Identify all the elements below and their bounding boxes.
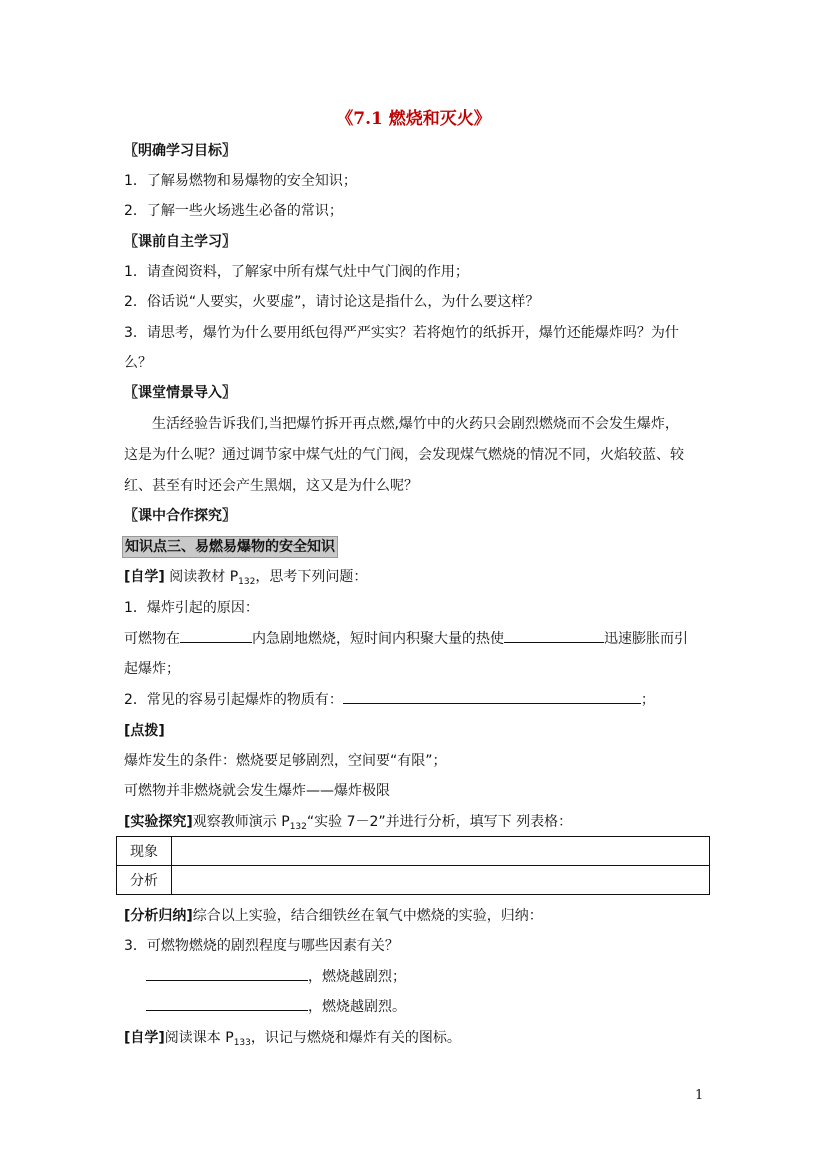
fill-text-a: 可燃物在 (124, 631, 180, 647)
tip-line-1: 爆炸发生的条件：燃烧要足够剧烈，空间要“有限”； (124, 753, 447, 769)
page-title: 《7.1 燃烧和灭火》 (336, 109, 491, 129)
experiment-text-end: “实验 7－2”并进行分析，填写下 列表格： (306, 814, 573, 830)
preview-item-1: 1．请查阅资料，了解家中所有煤气灶中气门阀的作用； (124, 264, 469, 280)
tip-label: [点拨] (124, 723, 165, 739)
self-study-text: 阅读教材 P (164, 569, 239, 585)
section-heading-explore: 〖课中合作探究〗 (124, 508, 236, 524)
self-study-2-label: [自学] (124, 1030, 165, 1046)
fill-text-b: 内急剧地燃烧，短时间内积聚大量的热使 (252, 631, 504, 647)
page-number: 1 (695, 1088, 704, 1103)
question-1-fill-cont: 起爆炸； (124, 661, 180, 677)
intro-paragraph-line-3: 红、甚至有时还会产生黑烟，这又是为什么呢？ (124, 478, 418, 494)
tip-line-2: 可燃物并非燃烧就会发生爆炸——爆炸极限 (124, 783, 390, 799)
section-heading-goals: 〖明确学习目标〗 (124, 143, 236, 159)
table-cell-answer[interactable] (172, 866, 710, 895)
answer-blank-3[interactable] (343, 689, 641, 704)
question-2-end: ； (640, 692, 655, 708)
experiment-line (124, 811, 572, 838)
goal-item-1: 1．了解易燃物和易爆物的安全知识； (124, 173, 357, 189)
fill-text-q3a: ，燃烧越剧烈； (308, 969, 406, 985)
summary-label: [分析归纳] (124, 908, 193, 924)
table-cell-answer[interactable] (172, 837, 710, 866)
self-study-label: [自学] (124, 569, 165, 585)
question-1-fill-line (124, 628, 688, 650)
self-study-text-end: ，思考下列问题： (255, 569, 368, 585)
preview-item-3-cont: 么？ (124, 355, 152, 371)
self-study-line (124, 566, 367, 593)
intro-paragraph-line-1: 生活经验告诉我们,当把爆竹拆开再点燃,爆竹中的火药只会剧烈燃烧而不会发生爆炸， (152, 416, 679, 432)
experiment-text: 观察教师演示 P (192, 814, 290, 830)
preview-item-2: 2．俗话说“人要实，火要虚”，请讨论这是指什么，为什么要这样？ (124, 294, 540, 310)
experiment-page-ref: 132 (289, 822, 307, 832)
section-heading-intro: 〖课堂情景导入〗 (124, 385, 236, 401)
fill-text-c: 迅速膨胀而引 (604, 631, 688, 647)
table-cell-label: 分析 (117, 866, 172, 895)
question-3-fill-a (146, 966, 406, 988)
answer-blank-2[interactable] (504, 628, 604, 643)
table-row (117, 837, 710, 866)
question-1: 1．爆炸引起的原因： (124, 600, 259, 616)
table-row (117, 866, 710, 895)
self-study-2-text-end: ，识记与燃烧和爆炸有关的图标。 (250, 1030, 461, 1046)
experiment-label: [实验探究] (124, 814, 193, 830)
self-study-2-line (124, 1027, 461, 1054)
answer-blank-1[interactable] (180, 628, 252, 643)
question-2-text: 2．常见的容易引起爆炸的物质有： (124, 692, 343, 708)
experiment-table (116, 836, 710, 895)
table-cell-label: 现象 (117, 837, 172, 866)
intro-paragraph-line-2: 这是为什么呢？通过调节家中煤气灶的气门阀，会发现煤气燃烧的情况不同，火焰较蓝、较 (124, 447, 684, 463)
knowledge-point-banner: 知识点三、易燃易爆物的安全知识 (122, 536, 338, 558)
summary-text: 综合以上实验，结合细铁丝在氧气中燃烧的实验，归纳： (192, 908, 543, 924)
self-study-2-text: 阅读课本 P (164, 1030, 234, 1046)
question-3-fill-b (146, 996, 406, 1018)
fill-text-q3b: ，燃烧越剧烈。 (308, 999, 406, 1015)
page-ref: 132 (238, 577, 256, 587)
question-2 (124, 689, 655, 711)
goal-item-2: 2．了解一些火场逃生必备的常识； (124, 203, 343, 219)
answer-blank-5[interactable] (146, 996, 308, 1011)
self-study-2-page-ref: 133 (233, 1038, 251, 1048)
section-heading-preview: 〖课前自主学习〗 (124, 234, 236, 250)
answer-blank-4[interactable] (146, 966, 308, 981)
summary-line (124, 905, 543, 927)
question-3: 3．可燃物燃烧的剧烈程度与哪些因素有关？ (124, 938, 399, 954)
preview-item-3: 3．请思考，爆竹为什么要用纸包得严严实实？若将炮竹的纸拆开，爆竹还能爆炸吗？为什 (124, 325, 679, 341)
